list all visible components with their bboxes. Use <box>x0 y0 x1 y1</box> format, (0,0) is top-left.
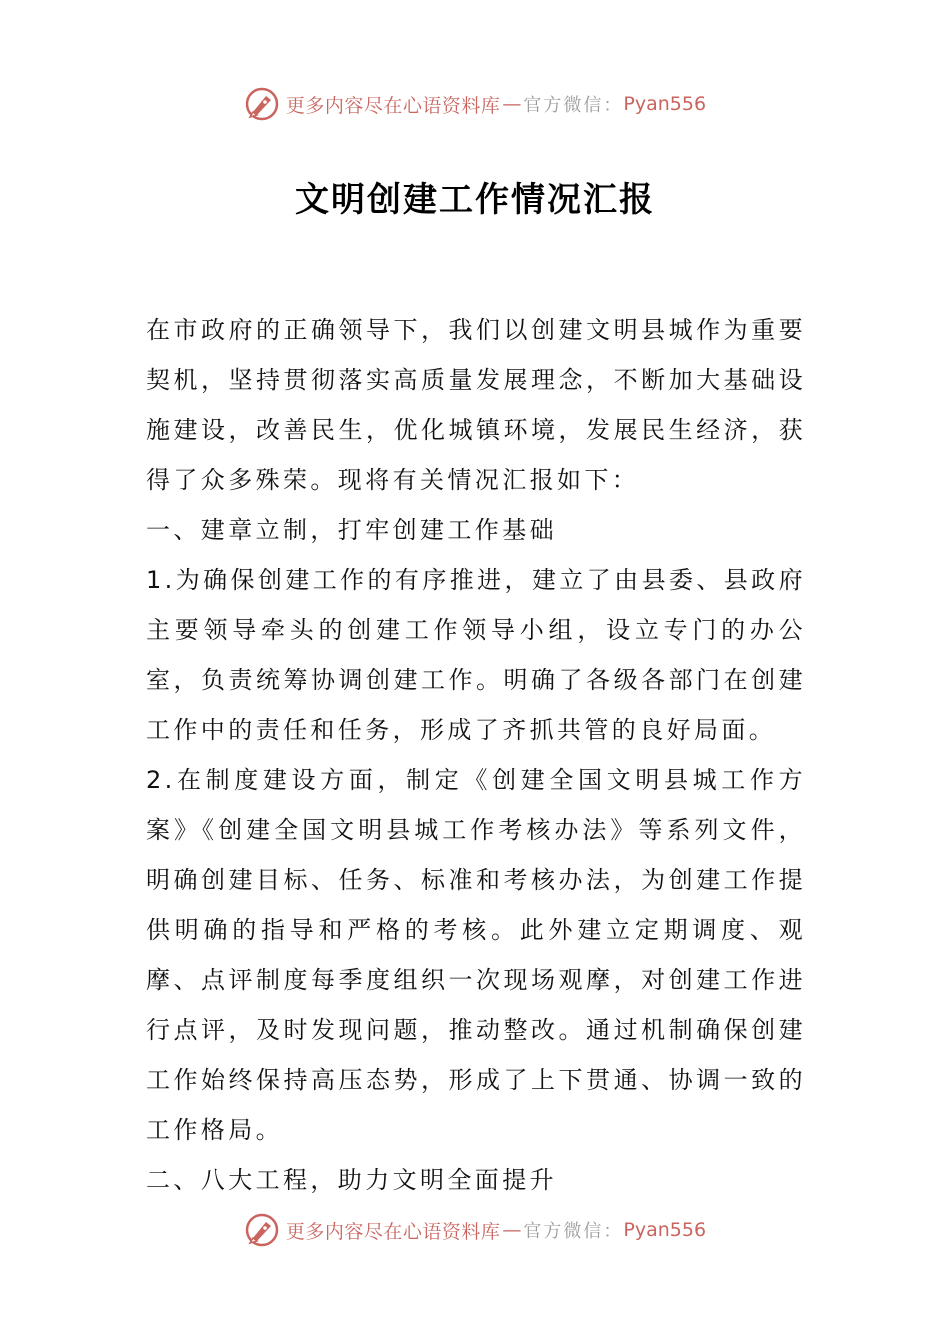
item-paragraph-2: 2.在制度建设方面，制定《创建全国文明县城工作方案》《创建全国文明县城工作考核办法》等系列文件，明确创建目标、任务、标准和考核办法，为创建工作提供明确的指导和严格的考核。此外建立定期调度、观摩、点评制度每季度组织一次现场观摩，对创建工作进行点评，及时发现问题，推动整改。通过机制确保创建工作始终保持高压态势，形成了上下贯通、协调一致的工作格局。 <box>146 766 806 1144</box>
document-title: 文明创建工作情况汇报 <box>295 180 655 220</box>
document-body <box>146 305 806 1205</box>
banner-official-label: 官方微信： <box>523 1221 624 1242</box>
item-paragraph-1: 1.为确保创建工作的有序推进，建立了由县委、县政府主要领导牵头的创建工作领导小组，设立专门的办公室，负责统筹协调创建工作。明确了各级各部门在创建工作中的责任和任务，形成了齐抓共管的良好局面。 <box>146 566 806 744</box>
banner-text: 更多内容尽在心语资料库 <box>285 94 501 117</box>
footer-banner <box>0 1210 950 1250</box>
section-heading-2: 二、八大工程，助力文明全面提升 <box>146 1166 557 1194</box>
intro-paragraph: 在市政府的正确领导下，我们以创建文明县城作为重要契机，坚持贯彻落实高质量发展理念，不断加大基础设施建设，改善民生，优化城镇环境，发展民生经济，获得了众多殊荣。现将有关情况汇报如下： <box>146 316 806 494</box>
section-heading-1: 一、建章立制，打牢创建工作基础 <box>146 516 557 544</box>
banner-text: 更多内容尽在心语资料库 <box>285 1220 501 1243</box>
banner-wechat-id: Pyan556 <box>623 1219 707 1241</box>
banner-dash: — <box>502 1219 522 1241</box>
header-banner <box>0 84 950 124</box>
banner-dash: — <box>502 93 522 115</box>
pen-nib-logo-icon <box>244 1212 280 1248</box>
banner-official-label: 官方微信： <box>523 95 624 116</box>
pen-nib-logo-icon <box>244 86 280 122</box>
banner-wechat-id: Pyan556 <box>623 93 707 115</box>
